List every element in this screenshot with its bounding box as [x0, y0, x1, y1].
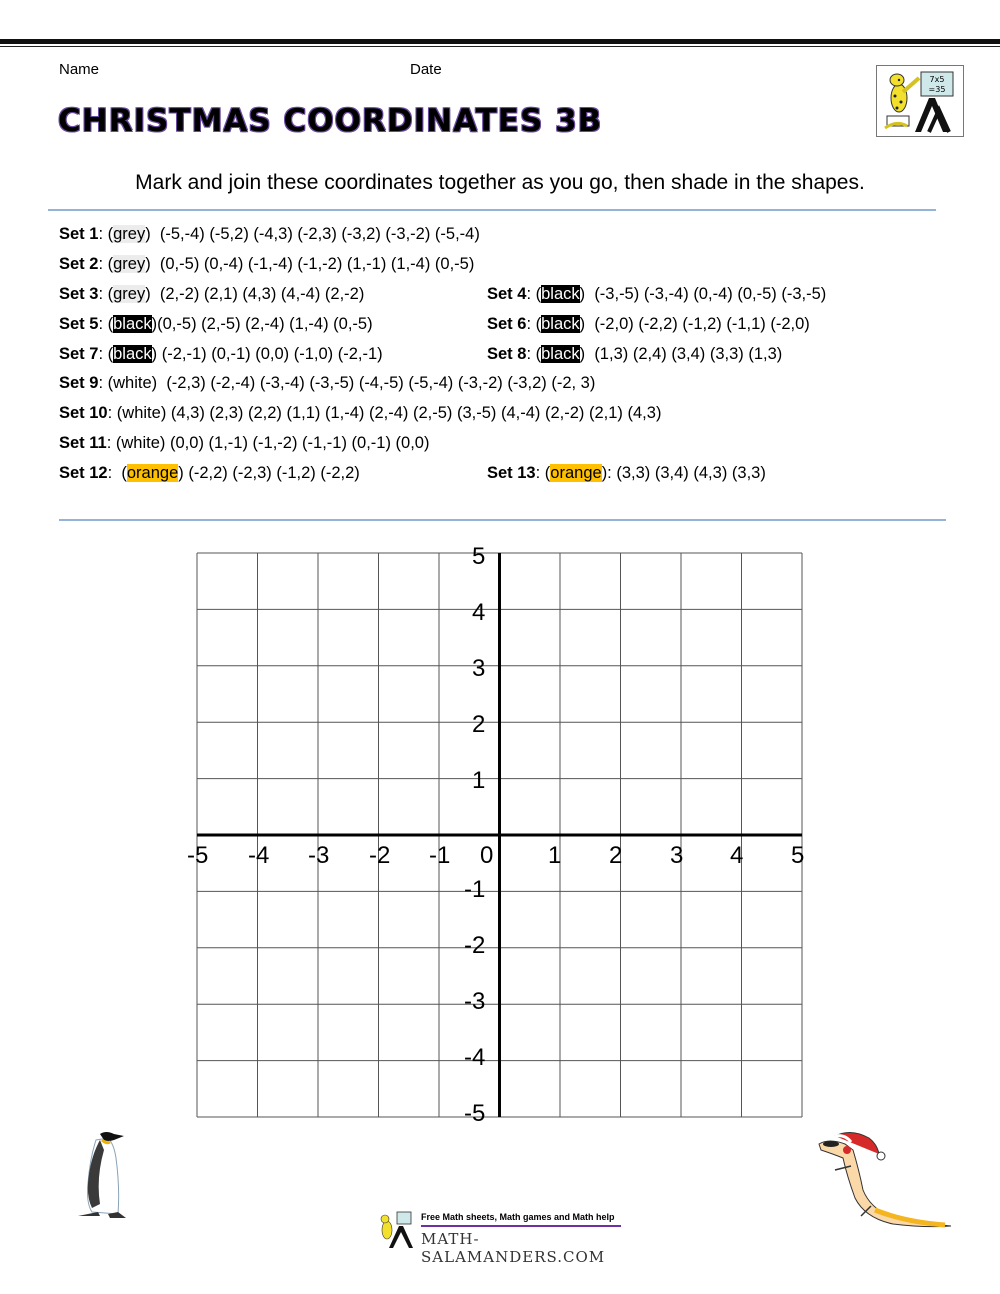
set-7: Set 7: (black) (-2,-1) (0,-1) (0,0) (-1,0) (-2,-1) — [59, 345, 383, 363]
set-6: Set 6: (black) (-2,0) (-2,2) (-1,2) (-1,1) (-2,0) — [487, 315, 810, 333]
y-label: 1 — [472, 767, 486, 794]
color-tag-orange: orange — [126, 464, 179, 482]
color-tag-black: black — [113, 315, 152, 333]
color-tag-white: white — [121, 434, 160, 452]
grid-lines — [197, 553, 805, 1117]
color-tag-black: black — [541, 285, 580, 303]
color-tag-grey: grey — [113, 255, 146, 273]
top-border-thick — [0, 39, 1000, 44]
x-label: -2 — [369, 842, 391, 869]
divider-top — [48, 209, 936, 211]
x-label: 5 — [791, 842, 805, 869]
footer-logo[interactable] — [375, 1210, 625, 1266]
y-label: -3 — [464, 988, 486, 1015]
footer-site-name[interactable]: MATH-SALAMANDERS.COM — [421, 1230, 606, 1266]
divider-bottom — [59, 519, 946, 521]
coordinate-grid[interactable] — [187, 543, 805, 1127]
math-salamanders-logo — [876, 65, 964, 137]
y-label: -1 — [464, 876, 486, 903]
set-12: Set 12: (orange) (-2,2) (-2,3) (-1,2) (-2,2) — [59, 464, 360, 482]
x-label: -1 — [429, 842, 451, 869]
svg-text:=35: =35 — [928, 85, 946, 94]
x-label: 3 — [670, 842, 684, 869]
set-8: Set 8: (black) (1,3) (2,4) (3,4) (3,3) (1,3) — [487, 345, 783, 363]
top-border-thin — [0, 46, 1000, 47]
set-9: Set 9: (white) (-2,3) (-2,-4) (-3,-4) (-3,-5) (-4,-5) (-5,-4) (-3,-2) (-3,2) (-2, 3) — [59, 374, 596, 392]
y-label: -5 — [464, 1100, 486, 1127]
color-tag-grey: grey — [113, 285, 146, 303]
set-4: Set 4: (black) (-3,-5) (-3,-4) (0,-4) (0,-5) (-3,-5) — [487, 285, 827, 303]
set-10: Set 10: (white) (4,3) (2,3) (2,2) (1,1) (1,-4) (2,-4) (2,-5) (3,-5) (4,-4) (2,-2) (2,1) (4,3) — [59, 404, 662, 422]
color-tag-black: black — [541, 345, 580, 363]
name-label: Name — [59, 61, 100, 78]
salamander-icon — [815, 1130, 955, 1230]
svg-text:7x5: 7x5 — [929, 75, 945, 84]
y-label: 2 — [472, 711, 486, 738]
penguin-icon — [70, 1128, 140, 1223]
y-label: 3 — [472, 655, 486, 682]
footer-underline — [421, 1225, 621, 1227]
color-tag-black: black — [113, 345, 152, 363]
y-label: 4 — [472, 599, 486, 626]
x-label: 1 — [548, 842, 562, 869]
color-tag-orange: orange — [550, 464, 602, 482]
x-label: -5 — [187, 842, 209, 869]
color-tag-grey: grey — [113, 225, 146, 243]
x-label: 2 — [609, 842, 623, 869]
set-13: Set 13: (orange): (3,3) (3,4) (4,3) (3,3) — [487, 464, 766, 482]
x-label: -3 — [308, 842, 330, 869]
set-3: Set 3: (grey) (2,-2) (2,1) (4,3) (4,-4) (2,-2) — [59, 285, 365, 303]
x-label: 4 — [730, 842, 744, 869]
penguin-illustration — [70, 1128, 140, 1223]
footer-salamander-icon — [375, 1210, 415, 1250]
x-label: 0 — [480, 842, 494, 869]
page-title: CHRISTMAS COORDINATES 3B — [58, 103, 603, 139]
y-label: -2 — [464, 932, 486, 959]
set-11: Set 11: (white) (0,0) (1,-1) (-1,-2) (-1,-1) (0,-1) (0,0) — [59, 434, 430, 452]
color-tag-black: black — [541, 315, 580, 333]
y-label: -4 — [464, 1044, 486, 1071]
color-tag-white: white — [122, 404, 161, 422]
x-label: -4 — [248, 842, 270, 869]
footer-tagline: Free Math sheets, Math games and Math help — [421, 1212, 615, 1222]
instruction-text: Mark and join these coordinates together as you go, then shade in the shapes. — [135, 171, 865, 194]
set-1: Set 1: (grey) (-5,-4) (-5,2) (-4,3) (-2,3) (-3,2) (-3,-2) (-5,-4) — [59, 225, 480, 243]
y-label: 5 — [472, 543, 486, 570]
date-label: Date — [410, 61, 442, 78]
color-tag-white: white — [113, 374, 152, 392]
salamander-teacher-icon — [877, 66, 963, 136]
set-5: Set 5: (black)(0,-5) (2,-5) (2,-4) (1,-4) (0,-5) — [59, 315, 373, 333]
set-2: Set 2: (grey) (0,-5) (0,-4) (-1,-4) (-1,-2) (1,-1) (1,-4) (0,-5) — [59, 255, 475, 273]
salamander-santa-illustration — [815, 1130, 955, 1230]
